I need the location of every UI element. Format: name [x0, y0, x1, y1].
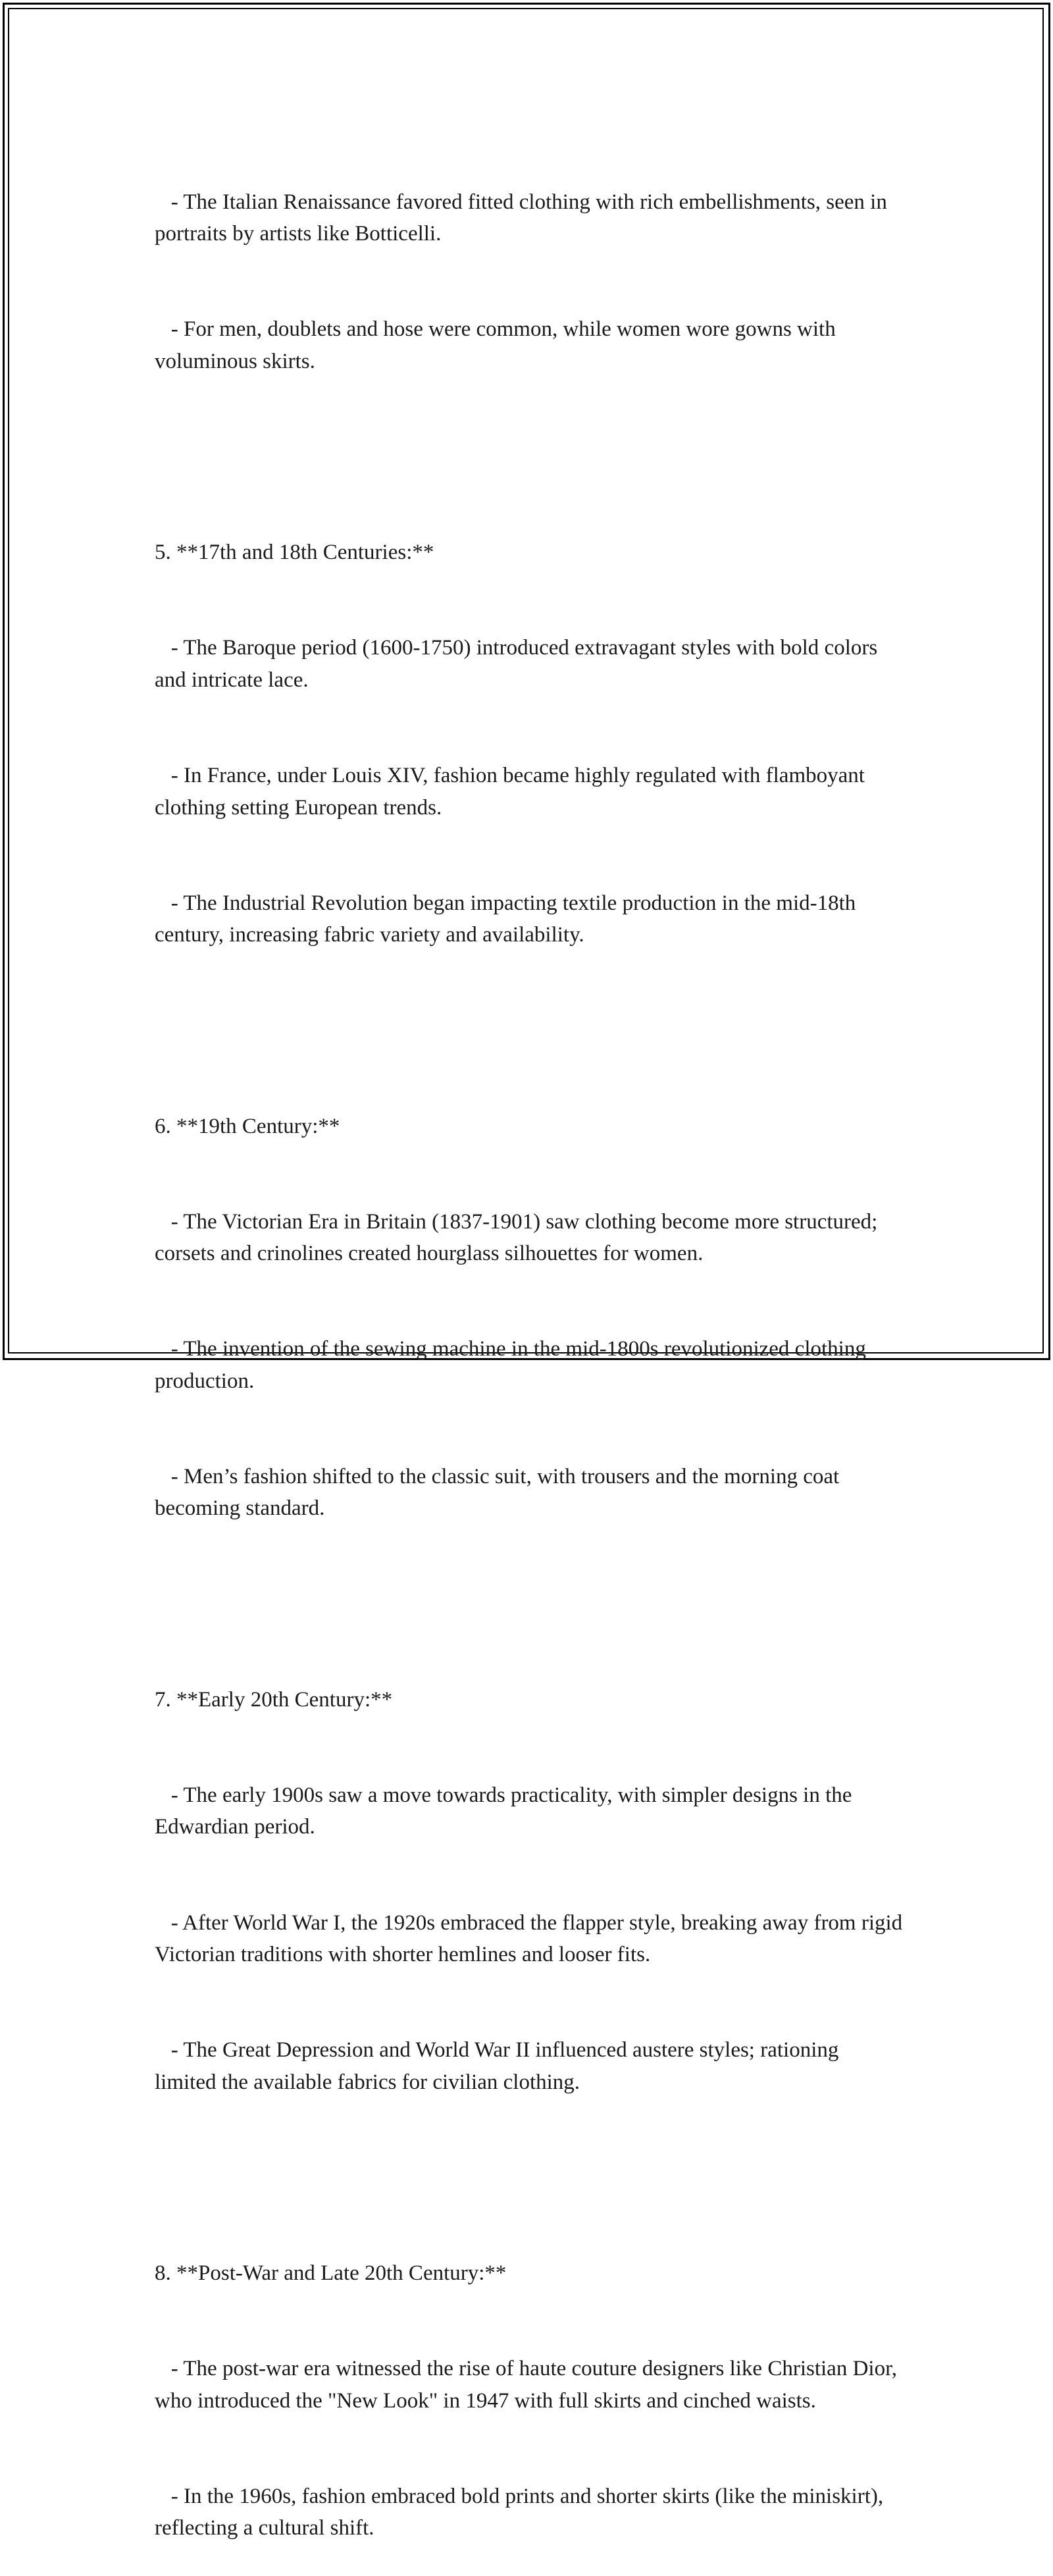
section-heading-19th: 6. **19th Century:** [155, 1114, 340, 1138]
section-heading-post-war: 8. **Post-War and Late 20th Century:** [155, 2261, 507, 2286]
bullet-edwardian: - The early 1900s saw a move towards practicality, with simpler designs in the Edwardian period. [155, 1783, 858, 1839]
paragraph-spacer [155, 441, 905, 473]
paragraph-spacer [155, 1014, 905, 1046]
document-body [155, 122, 908, 2576]
section-heading-17th-18th: 5. **17th and 18th Centuries:** [155, 540, 434, 565]
bullet-baroque: - The Baroque period (1600-1750) introduced extravagant styles with bold colors and intricate lace. [155, 636, 883, 692]
bullet-men-doublets: - For men, doublets and hose were common, while women wore gowns with voluminous skirts. [155, 317, 841, 373]
bullet-christian-dior: - The post-war era witnessed the rise of haute couture designers like Christian Dior, who introduced the "New Look" in 1947 with full skirts and cinched waists. [155, 2357, 903, 2413]
bullet-mens-suit: - Men’s fashion shifted to the classic suit, with trousers and the morning coat becoming standard. [155, 1465, 845, 1521]
bullet-victorian-era: - The Victorian Era in Britain (1837-1901) saw clothing become more structured; corsets and crinolines created hourglass silhouettes for women. [155, 1209, 883, 1266]
bullet-italian-renaissance: - The Italian Renaissance favored fitted clothing with rich embellishments, seen in portraits by artists like Botticelli. [155, 190, 893, 246]
paragraph-spacer [155, 2162, 905, 2194]
bullet-flapper: - After World War I, the 1920s embraced the flapper style, breaking away from rigid Victorian traditions with shorter hemlines and looser fits. [155, 1910, 908, 1967]
paragraph-spacer [155, 1589, 905, 1620]
bullet-1960s: - In the 1960s, fashion embraced bold prints and shorter skirts (like the miniskirt), reflecting a cultural shift. [155, 2484, 889, 2540]
bullet-louis-xiv: - In France, under Louis XIV, fashion became highly regulated with flamboyant clothing setting European trends. [155, 764, 871, 820]
bullet-great-depression: - The Great Depression and World War II influenced austere styles; rationing limited the available fabrics for civilian clothing. [155, 2038, 844, 2094]
section-heading-early-20th: 7. **Early 20th Century:** [155, 1687, 393, 1712]
bullet-sewing-machine: - The invention of the sewing machine in the mid-1800s revolutionized clothing production. [155, 1337, 872, 1393]
bullet-industrial-revolution: - The Industrial Revolution began impacting textile production in the mid-18th century, increasing fabric variety and availability. [155, 891, 861, 947]
